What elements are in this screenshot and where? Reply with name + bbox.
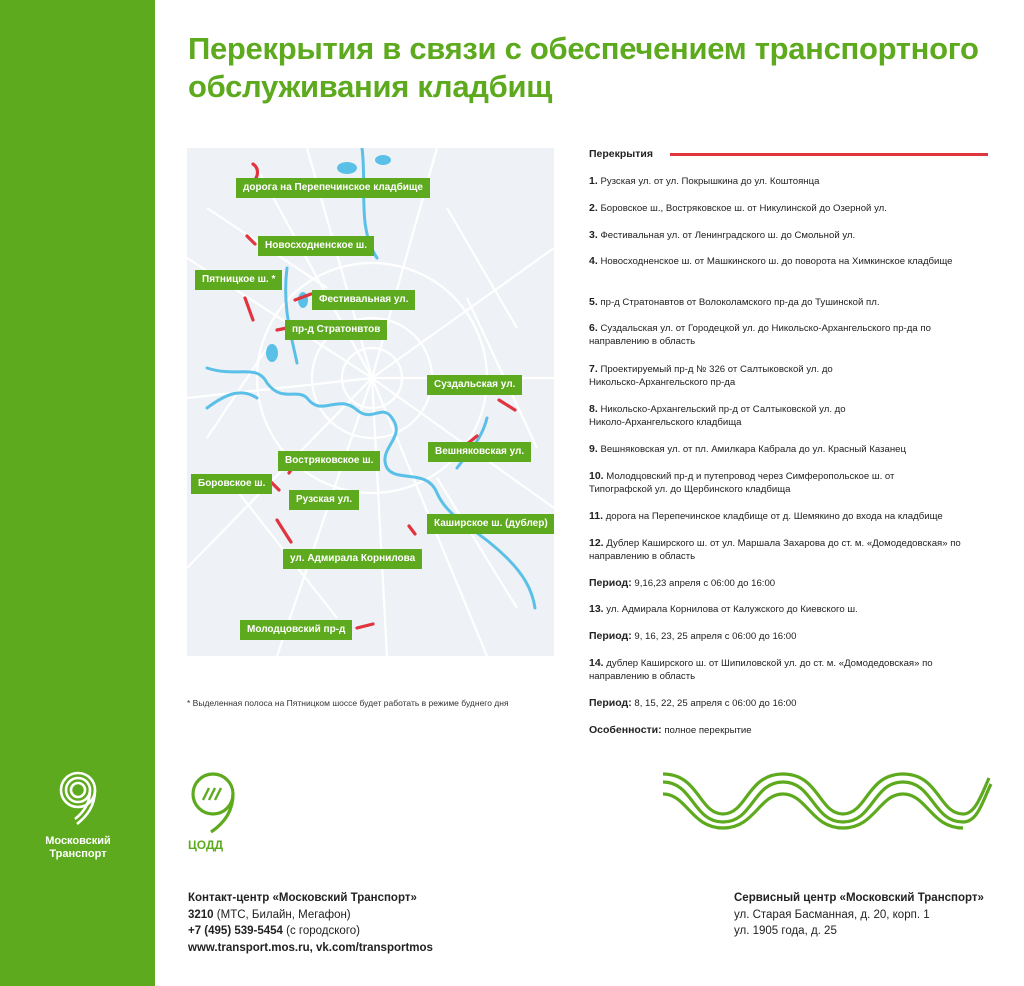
closure-item-6: 6. Суздальская ул. от Городецкой ул. до Никольско-Архангельского пр-да по направлению в область (589, 322, 931, 347)
brand-name-line2: Транспорт (49, 848, 107, 860)
closure-item-13: 13. ул. Адмирала Корнилова от Калужского до Киевского ш. (589, 603, 858, 615)
map-label-vostryakovskoe: Востряковское ш. (278, 451, 380, 471)
codd-label: ЦОДД (188, 838, 224, 852)
map-label-kornilova: ул. Адмирала Корнилова (283, 549, 422, 569)
closure-item-12: 12. Дублер Каширского ш. от ул. Маршала Захарова до ст. м. «Домодедовская» по направлению в область (589, 537, 961, 562)
closure-item-2: 2. Боровское ш., Востряковское ш. от Никулинской до Озерной ул. (589, 202, 887, 214)
map-label-molodtsovsky: Молодцовский пр-д (240, 620, 352, 640)
map-label-novoskhodnenskoe: Новосходненское ш. (258, 236, 374, 256)
map-label-perepechinskoe: дорога на Перепечинское кладбище (236, 178, 430, 198)
map-roads (187, 148, 554, 656)
closure-item-3: 3. Фестивальная ул. от Ленинградского ш. до Смольной ул. (589, 229, 856, 241)
map-label-veshnyakovskaya: Вешняковская ул. (428, 442, 531, 462)
closure-item-4: 4. Новосходненское ш. от Машкинского ш. до поворота на Химкинское кладбище (589, 255, 953, 267)
map-label-pyatnitskoe: Пятницкое ш. * (195, 270, 282, 290)
closure-item-9: 9. Вешняковская ул. от пл. Амилкара Кабрала до ул. Красный Казанец (589, 443, 907, 455)
closure-item-8: 8. Никольско-Архангельский пр-д от Салтыковской ул. до Николо-Архангельского кладбища (589, 403, 846, 428)
service-address-1: ул. Старая Басманная, д. 20, корп. 1 (734, 908, 930, 921)
service-address-2: ул. 1905 года, д. 25 (734, 925, 837, 937)
map-label-stratonavtov: пр-д Стратонвтов (285, 320, 387, 340)
contact-title: Контакт-центр «Московский Транспорт» (188, 892, 417, 904)
service-title: Сервисный центр «Московский Транспорт» (734, 892, 984, 904)
contact-phone-note: (с городского) (282, 925, 360, 937)
footnote: * Выделенная полоса на Пятницком шоссе будет работать в режиме буднего дня (187, 698, 509, 708)
map-label-ruzskaya: Рузская ул. (289, 490, 359, 510)
map-label-festivalnaya: Фестивальная ул. (312, 290, 415, 310)
closure-item-14: 14. дублер Каширского ш. от Шипиловской ул. до ст. м. «Домодедовская» по направлению в область (589, 657, 933, 682)
closure-period-2: Период: 9, 16, 23, 25 апреля с 06:00 до 16:00 (589, 630, 797, 642)
codd-logo (187, 770, 243, 839)
map-label-borovskoe: Боровское ш. (191, 474, 272, 494)
contact-short-number: 3210 (188, 908, 214, 921)
closure-item-10: 10. Молодцовский пр-д и путепровод через Симферопольское ш. от Типографской ул. до Щербинского кладбища (589, 470, 895, 495)
nine-logo-icon (47, 768, 109, 826)
title-line2: обслуживания кладбищ (188, 69, 553, 104)
contact-short-note: (МТС, Билайн, Мегафон) (213, 908, 351, 921)
title-line1: Перекрытия в связи с обеспечением транспортного (188, 31, 979, 66)
closure-features: Особенности: полное перекрытие (589, 724, 752, 736)
closure-item-1: 1. Рузская ул. от ул. Покрышкина до ул. Коштоянца (589, 175, 820, 187)
brand-name-line1: Московский (45, 835, 111, 847)
closure-item-5: 5. пр-д Стратонавтов от Волоколамского пр-да до Тушинской пл. (589, 296, 880, 308)
contact-short-line (188, 907, 433, 924)
codd-nine-icon (187, 770, 243, 834)
page-title (188, 30, 1008, 106)
closures-heading-rule (670, 153, 988, 156)
closures-heading: Перекрытия (589, 148, 653, 160)
wave-pattern-icon (663, 770, 993, 832)
closure-item-7: 7. Проектируемый пр-д № 326 от Салтыковской ул. до Никольско-Архангельского пр-да (589, 363, 833, 388)
closure-period-1: Период: 9,16,23 апреля с 06:00 до 16:00 (589, 577, 776, 589)
service-center (734, 890, 984, 940)
brand-name (30, 835, 126, 861)
contact-phone-line (188, 923, 433, 940)
moscow-transport-logo (30, 768, 126, 861)
contact-phone: +7 (495) 539-5454 (188, 925, 283, 937)
map-label-suzdalskaya: Суздальская ул. (427, 375, 522, 395)
map-base (187, 148, 554, 656)
sidebar (0, 0, 155, 986)
closures-map (187, 148, 554, 656)
contact-web-links[interactable]: www.transport.mos.ru, vk.com/transportmos (188, 941, 433, 954)
closure-period-3: Период: 8, 15, 22, 25 апреля с 06:00 до 16:00 (589, 697, 797, 709)
contact-center (188, 890, 433, 956)
closure-item-11: 11. дорога на Перепечинское кладбище от д. Шемякино до входа на кладбище (589, 510, 943, 522)
map-label-kashirskoe: Каширское ш. (дублер) (427, 514, 554, 534)
